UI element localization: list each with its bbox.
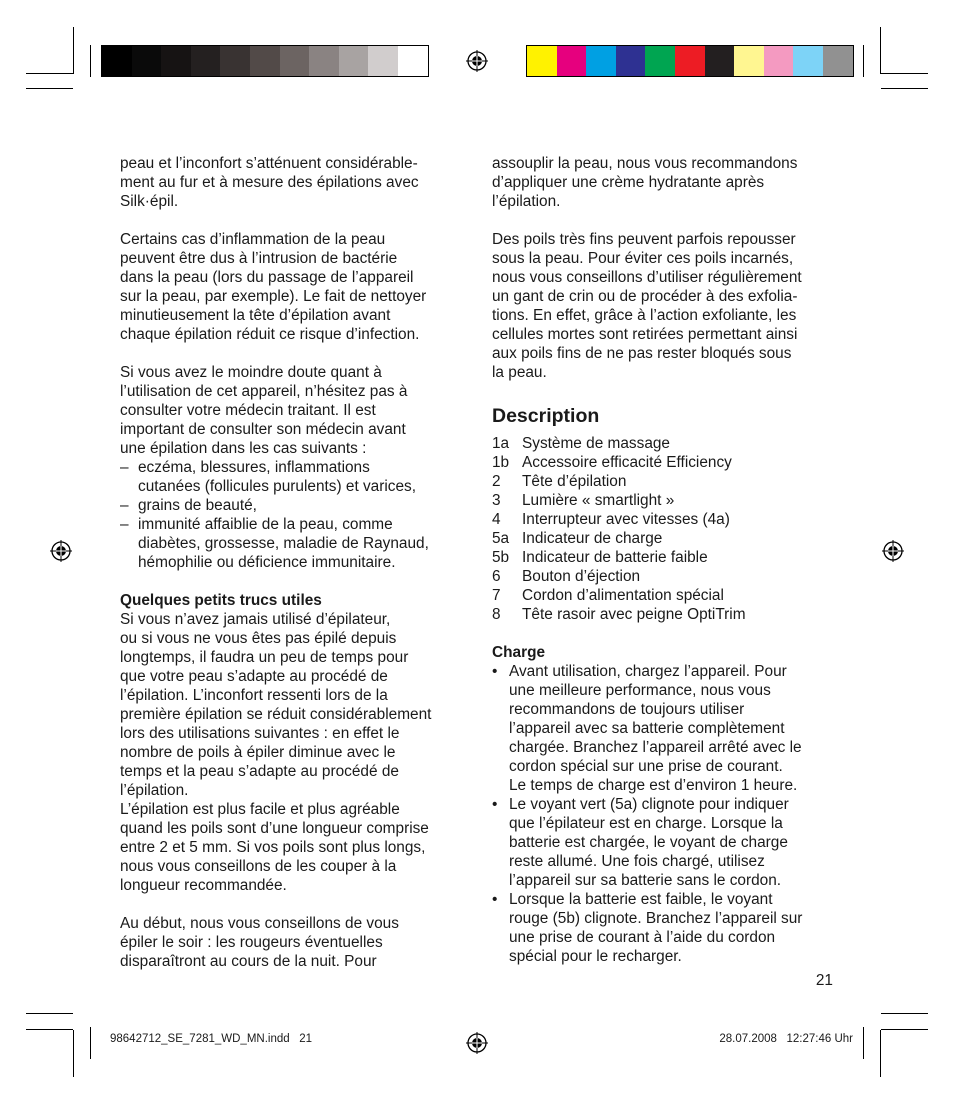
list-item: 6 Bouton d’éjection [492,568,641,585]
list-item: 5a Indicateur de charge [492,530,663,547]
color-swatch [398,46,428,76]
color-swatch [645,46,675,76]
crop-mark [26,73,73,74]
grayscale-color-bar [101,45,429,77]
color-swatch [675,46,705,76]
crop-mark [863,45,864,77]
color-swatch [557,46,587,76]
list-item: – eczéma, blessures, inflammations cutanées (follicules purulents) et varices, [120,459,417,495]
paragraph: peau et l’inconfort s’atténuent considérable- ment au fur et à mesure des épilations avec Silk·épil. [120,155,419,210]
crop-mark [26,88,73,89]
color-swatch [280,46,310,76]
color-swatch [191,46,221,76]
bullet-marker: • [492,796,498,813]
color-swatch [339,46,369,76]
color-swatch [793,46,823,76]
parts-list [492,434,842,624]
color-swatch [527,46,557,76]
crop-mark [26,1029,73,1030]
bullet-marker: • [492,891,498,908]
color-swatch [705,46,735,76]
color-swatch [102,46,132,76]
process-color-bar [526,45,854,77]
color-swatch [616,46,646,76]
color-swatch [734,46,764,76]
list-item: 2 Tête d’épilation [492,473,627,490]
registration-mark-icon [466,50,488,72]
crop-mark [90,1027,91,1059]
color-swatch [309,46,339,76]
page-number: 21 [815,972,833,989]
list-item: 3 Lumière « smartlight » [492,492,675,509]
list-item: 8 Tête rasoir avec peigne OptiTrim [492,606,746,623]
right-column [492,154,842,966]
list-item: 1b Accessoire efficacité Efficiency [492,454,732,471]
color-swatch [132,46,162,76]
color-swatch [764,46,794,76]
list-item: • Lorsque la batterie est faible, le voyant rouge (5b) clignote. Branchez l’appareil sur une prise de courant à l’aide du cordon spécial pour le recharger. [492,891,803,965]
list-item: • Avant utilisation, chargez l’appareil. Pour une meilleure performance, nous vous recommandons de toujours utiliser l’appareil avec sa batterie complètement chargée. Branchez l’appareil arrêté avec le cordon spécial sur une prise de courant. Le temps de charge est d’environ 1 heure. [492,663,802,794]
slug-date-info: 28.07.2008 12:27:46 Uhr [719,1033,853,1045]
crop-mark [73,27,74,74]
dash-marker: – [120,497,129,514]
slug-file-info: 98642712_SE_7281_WD_MN.indd 21 [110,1033,313,1045]
crop-mark [880,1030,881,1077]
paragraph: Si vous n’avez jamais utilisé d’épilateur, ou si vous ne vous êtes pas épilé depuis longtemps, il faudra un peu de temps pour que votre peau s’adapte au procédé de l’épilation. L’inconfort ressenti lors de la première épilation se réduit considérablement lors des utilisations suivantes : en effet le nombre de poils à épiler diminue avec le temps et la peau s’adapte au procédé de l’épilation. L’épilation est plus facile et plus agréable quand les poils sont d’une longueur comprise entre 2 et 5 mm. Si vos poils sont plus longs, nous vous conseillons de les couper à la longueur recommandée. [120,611,432,894]
registration-mark-icon [50,540,72,562]
color-swatch [161,46,191,76]
color-swatch [368,46,398,76]
dash-marker: – [120,459,129,476]
bullet-marker: • [492,663,498,680]
list-item: 7 Cordon d’alimentation spécial [492,587,724,604]
paragraph: Certains cas d’inflammation de la peau peuvent être dus à l’intrusion de bactérie dans la peau (lors du passage de l’appareil sur la peau, par exemple). Le fait de nettoyer minutieusement la tête d’épilation avant chaque épilation réduit ce risque d’infection. [120,231,427,343]
paragraph: assouplir la peau, nous vous recommandons d’appliquer une crème hydratante après l’épilation. [492,155,798,210]
crop-mark [90,45,91,77]
crop-mark [73,1030,74,1077]
list-item: • Le voyant vert (5a) clignote pour indiquer que l’épilateur est en charge. Lorsque la batterie est chargée, le voyant de charge reste allumé. Une fois chargé, utilisez l’appareil sur sa batterie sans le cordon. [492,796,789,889]
list-item: 1a Système de massage [492,435,670,452]
crop-mark [881,1013,928,1014]
section-heading: Charge [492,644,546,661]
crop-mark [881,73,928,74]
registration-mark-icon [466,1032,488,1054]
color-swatch [220,46,250,76]
paragraph: Si vous avez le moindre doute quant à l’utilisation de cet appareil, n’hésitez pas à consulter votre médecin traitant. Il est important de consulter son médecin avant une épilation dans les cas suivants : [120,364,408,457]
crop-mark [881,88,928,89]
crop-mark [863,1027,864,1059]
list-item: 5b Indicateur de batterie faible [492,549,708,566]
list-item: 4 Interrupteur avec vitesses (4a) [492,511,730,528]
left-column [120,154,470,971]
color-swatch [823,46,853,76]
crop-mark [881,1029,928,1030]
color-swatch [586,46,616,76]
color-swatch [250,46,280,76]
registration-mark-icon [882,540,904,562]
crop-mark [26,1013,73,1014]
list-item: – immunité affaiblie de la peau, comme diabètes, grossesse, maladie de Raynaud, hémophilie ou déficience immunitaire. [120,516,429,571]
dash-marker: – [120,516,129,533]
crop-mark [880,27,881,74]
section-heading: Quelques petits trucs utiles [120,592,322,609]
list-item: – grains de beauté, [120,497,257,514]
section-heading: Description [492,405,600,427]
paragraph: Au début, nous vous conseillons de vous épiler le soir : les rougeurs éventuelles disparaîtront au cours de la nuit. Pour [120,915,399,970]
paragraph: Des poils très fins peuvent parfois repousser sous la peau. Pour éviter ces poils incarnés, nous vous conseillons d’utiliser régulièrement un gant de crin ou de procéder à des exfolia- tions. En effet, grâce à l’action exfoliante, les cellules mortes sont retirées permettant ainsi aux poils fins de ne pas rester bloqués sous la peau. [492,231,802,381]
